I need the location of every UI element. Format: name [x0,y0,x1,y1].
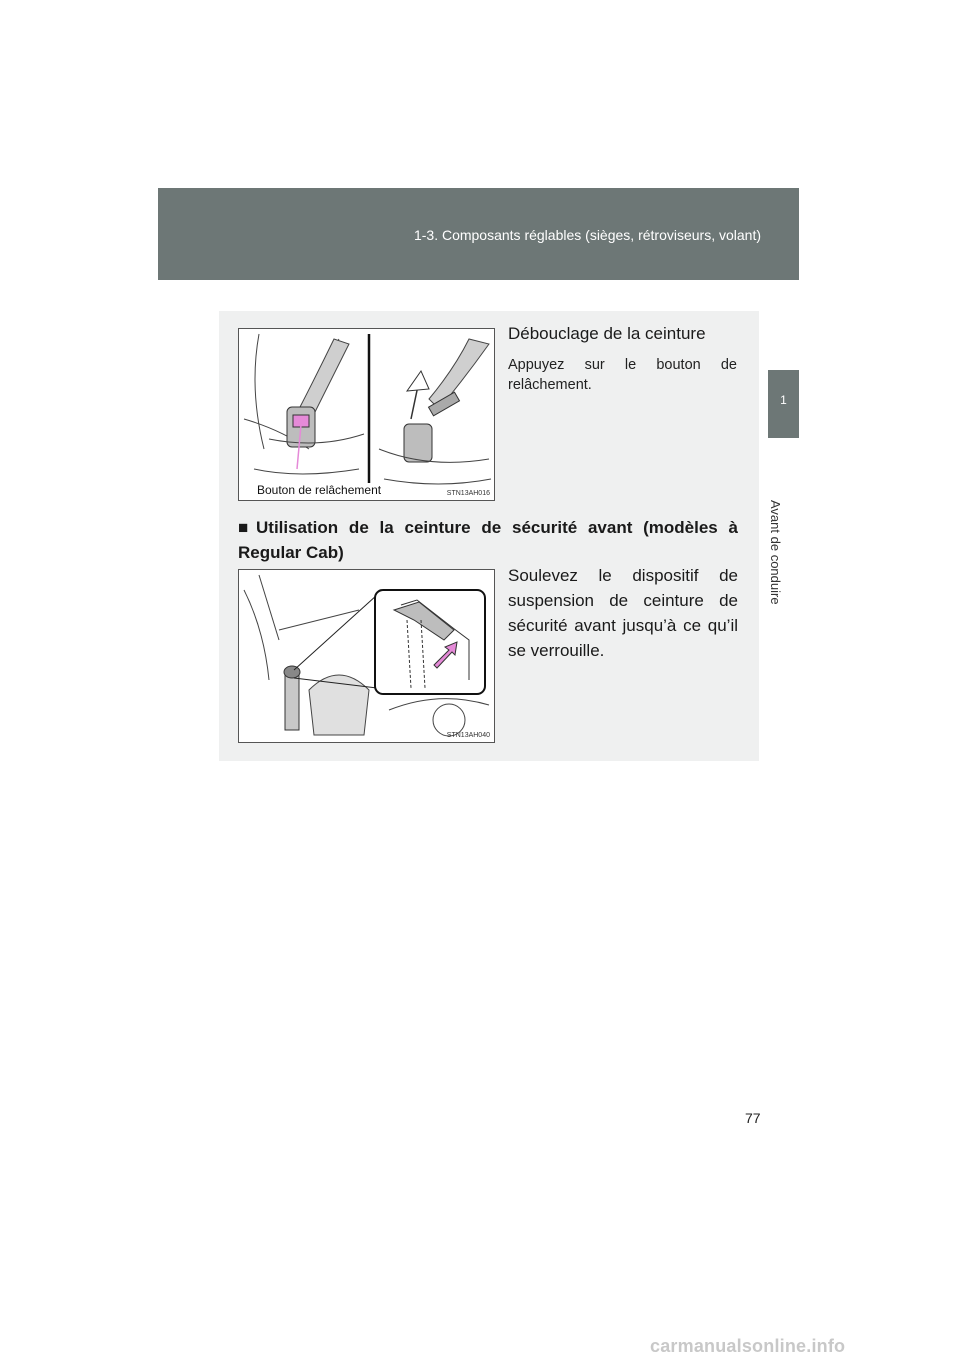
chapter-number: 1 [780,393,787,407]
unbuckle-description: Appuyez sur le bouton de relâchement. [508,357,737,393]
unbuckle-title: Débouclage de la ceinture [508,324,706,343]
chapter-side-tab [768,370,799,438]
belt-anchor-drawing [239,570,494,742]
chapter-title: 1-3. Composants réglables (sièges, rétroviseurs, volant) [413,227,761,243]
chapter-side-label: Avant de conduire [768,500,783,605]
release-button-label: Bouton de relâchement [257,483,382,497]
figure-code: STN13AH016 [446,490,490,497]
chapter-header-bar [158,188,799,280]
belt-anchor-illustration [238,569,495,743]
section-heading [238,515,738,565]
buckle-release-illustration [238,328,495,501]
section-heading-text: Utilisation de la ceinture de sécurité avant (modèles à Regular Cab) [238,518,738,562]
bullet-square-icon: ■ [238,518,249,537]
buckle-release-drawing [239,329,494,500]
anchor-instruction: Soulevez le dispositif de suspension de ceinture de sécurité avant jusqu’à ce qu’il se verrouille. [508,566,738,660]
release-button-callout [257,483,381,497]
page-number: 77 [745,1110,761,1126]
watermark: carmanualsonline.info [650,1336,846,1356]
figure-code: STN13AH040 [446,732,490,739]
